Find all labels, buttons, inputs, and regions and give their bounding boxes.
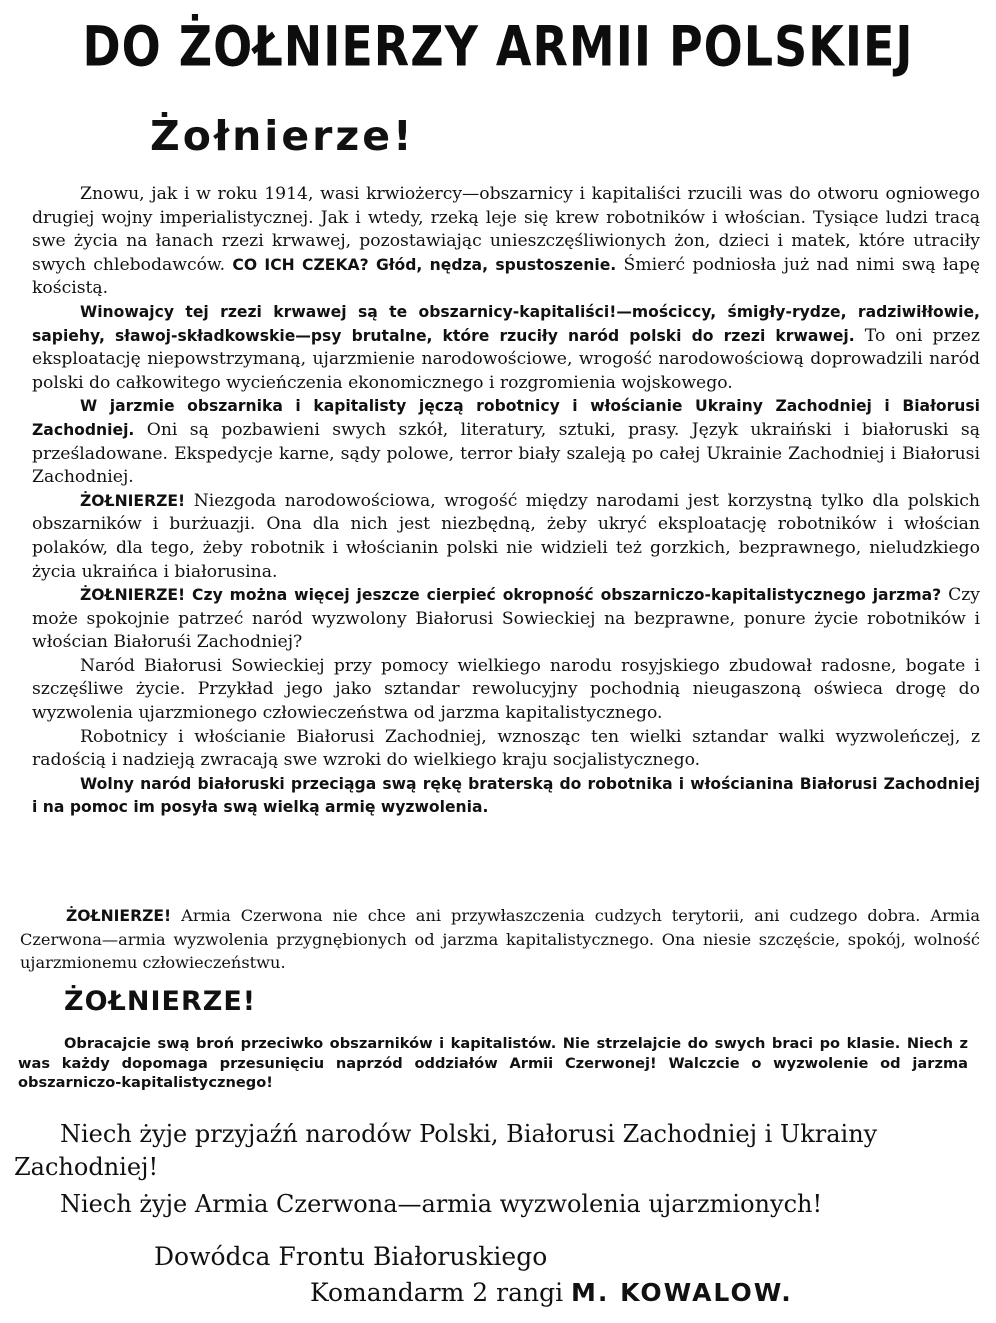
paragraph (32, 490, 980, 584)
text-run: Czy może spokojnie patrzeć naród wyzwolony Białorusi Sowieckiej na bezprawne, ponure życie robotników i włościan Białoruśi Zachodniej? (32, 585, 980, 653)
bold-text: ŻOŁNIERZE! (80, 491, 186, 510)
army-paragraph (20, 904, 980, 974)
appeal-text (18, 1034, 968, 1093)
slogan-red-army: Niech żyje Armia Czerwona—armia wyzwolenia ujarzmionych! (60, 1190, 823, 1218)
text-run: Znowu, jak i w roku 1914, wasi krwiożercy—obszarnicy i kapitaliści rzucili was do otworu ogniowego drugiej wojny imperialistycznej. Jak i wtedy, rzeką leje się krew robotników i włościan. Tysiące ludzi tracą swe życia na łanach rzezi krwawej, pozostawiając unieszczęśliwionych żon, dzieci i matek, które utraciły swych chlebodawców. (32, 184, 980, 275)
text-run: Armia Czerwona nie chce ani przywłaszczenia cudzych terytorii, ani cudzego dobra. Armia Czerwona—armia wyzwolenia przygnębionych od jarzma kapitalistycznego. Ona niesie szczęście, spokój, wolność ujarzmionemu człowieczeństwu. (20, 906, 980, 972)
bold-text: ŻOŁNIERZE! Czy można więcej jeszcze cierpieć okropność obszarniczo-kapitalistycznego jarzma? (80, 586, 942, 605)
paragraph (32, 655, 980, 726)
slogan-friendship: Niech żyje przyjaźń narodów Polski, Białorusi Zachodniej i Ukrainy Zachodniej! (14, 1120, 878, 1181)
paragraph (20, 904, 980, 974)
paragraph (32, 183, 980, 301)
main-text (32, 183, 980, 820)
bold-text: CO ICH CZEKA? Głód, nędza, spustoszenie. (232, 255, 617, 274)
text-run: Robotnicy i włościanie Białorusi Zachodniej, wznosząc ten wielki sztandar walki wyzwoleńczej, z radością i nadzieją zwracają swe wzroki do wielkiego kraju socjalistycznego. (32, 726, 980, 771)
paragraph (32, 773, 980, 820)
text-run: To oni przez eksploatację niepowstrzymaną, ujarzmienie narodowościowe, wrogość narodowościową doprowadzili naród polski do całkowitego wycieńczenia ekonomicznego i rozgromienia wojskowego. (32, 325, 980, 393)
text-run: Naród Białorusi Sowieckiej przy pomocy wielkiego narodu rosyjskiego zbudował radosne, bogate i szczęśliwe życie. Przykład jego jako sztandar rewolucyjny pochodnią nieugaszoną oświeca drogę do wyzwolenia ujarzmionego człowieczeństwa od jarzma kapitalistycznego. (32, 655, 980, 724)
paragraph (32, 584, 980, 655)
signature-line-2 (310, 1278, 793, 1307)
text-run: Oni są pozbawieni swych szkół, literatury, sztuki, prasy. Język ukraiński i białoruski są prześladowane. Ekspedycje karne, sądy polowe, terror biały szaleją po całej Ukrainie Zachodniej i Białorusi Zachodniej. (32, 419, 980, 488)
bold-text: ŻOŁNIERZE! (66, 907, 172, 925)
paragraph (32, 395, 980, 489)
bold-text: Winowajcy tej rzezi krwawej są te obszarnicy-kapitaliści!—mościccy, śmigły-rydze, radziwiłłowie, sapiehy, sławoj-składkowskie—psy brutalne, które rzuciły naród polski do rzezi krwawej. (32, 302, 980, 345)
leaflet-title: DO ŻOŁNIERZY ARMII POLSKIEJ (82, 14, 914, 79)
greeting-heading: Żołnierze! (150, 112, 415, 160)
appeal-paragraph: Obracajcie swą broń przeciwko obszarników i kapitalistów. Nie strzelajcie do swych braci po klasie. Niech z was każdy dopomaga przesunięciu naprzód oddziałów Armii Czerwonej! Walczcie o wyzwolenie od jarzma obszarniczo-kapitalistycznego! (18, 1035, 968, 1091)
signature-line-1: Dowódca Frontu Białoruskiego (154, 1242, 548, 1271)
signature-rank: Komandarm 2 rangi (310, 1278, 564, 1307)
signature-name: M. KOWALOW. (571, 1278, 793, 1307)
text-run: Śmierć podniosła już nad nimi swą łapę kościstą. (32, 254, 981, 299)
bold-text: Wolny naród białoruski przeciąga swą rękę braterską do robotnika i włościanina Białorusi Zachodniej i na pomoc im posyła swą wielką armię wyzwolenia. (32, 774, 980, 817)
text-run: Niezgoda narodowościowa, wrogość między narodami jest korzystną tylko dla polskich obszarników i burżuazji. Ona dla nich jest niezbędną, żeby ukryć eksploatację robotników i włościan polaków, dla tego, żeby robotnik i włościanin polski nie widzieli też gorzkich, bezprawnego, nieludzkiego życia ukraińca i białorusina. (32, 490, 980, 582)
second-greeting-heading: ŻOŁNIERZE! (64, 986, 257, 1017)
paragraph (32, 726, 980, 773)
bold-text: W jarzmie obszarnika i kapitalisty jęczą robotnicy i włościanie Ukrainy Zachodniej i Białorusi Zachodniej. (32, 397, 980, 439)
paragraph (32, 301, 980, 395)
